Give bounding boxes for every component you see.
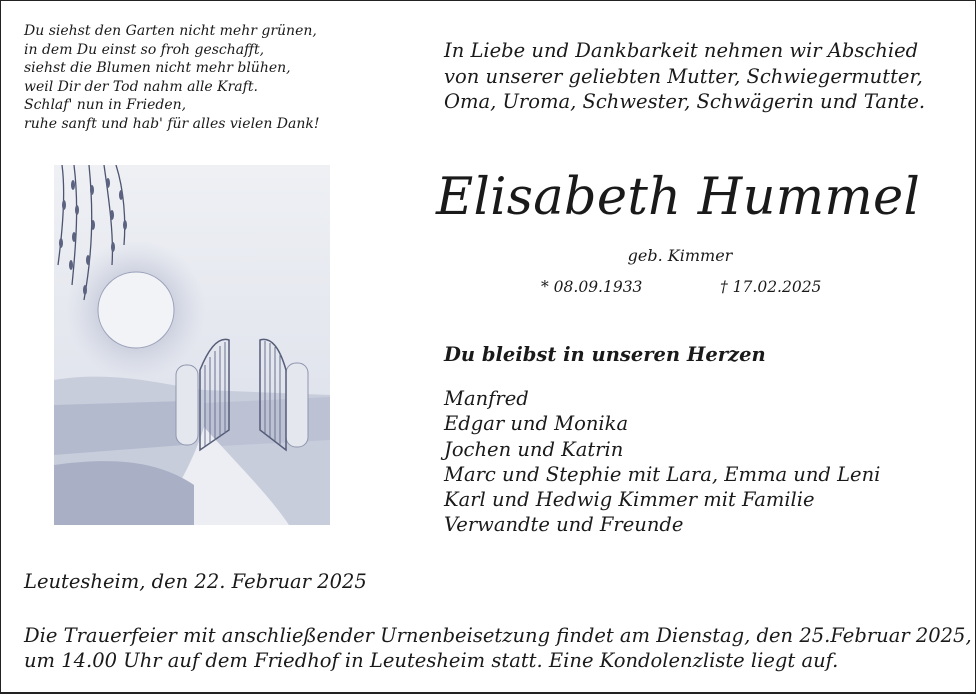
poem-line: siehst die Blumen nicht mehr blühen, — [24, 60, 291, 77]
poem-line: ruhe sanft und hab' für alles vielen Dank! — [24, 115, 320, 132]
mourners-list — [444, 386, 880, 538]
funeral-service-info — [24, 623, 972, 673]
poem-line: weil Dir der Tod nahm alle Kraft. — [24, 78, 258, 95]
mourner-entry: Marc und Stephie mit Lara, Emma und Leni — [444, 462, 881, 486]
motto: Du bleibst in unseren Herzen — [444, 343, 766, 366]
death-date: † 17.02.2025 — [720, 278, 822, 296]
mourner-entry: Edgar und Monika — [444, 412, 629, 436]
intro-text — [444, 38, 925, 115]
service-line: Die Trauerfeier mit anschließender Urnenbeisetzung findet am Dienstag, den 25.Februar 2025, — [24, 624, 972, 647]
deceased-name: Elisabeth Hummel — [436, 168, 921, 227]
poem-line: Schlaf' nun in Frieden, — [24, 97, 187, 114]
birth-date: * 08.09.1933 — [541, 278, 643, 296]
mourner-entry: Jochen und Katrin — [444, 437, 624, 461]
poem-line: in dem Du einst so froh geschafft, — [24, 41, 265, 58]
mourner-entry: Manfred — [444, 387, 529, 410]
place-and-date: Leutesheim, den 22. Februar 2025 — [24, 570, 367, 593]
poem — [24, 22, 320, 134]
mourner-entry: Karl und Hedwig Kimmer mit Familie — [444, 488, 815, 512]
service-line: um 14.00 Uhr auf dem Friedhof in Leutesheim statt. Eine Kondolenzliste liegt auf. — [24, 649, 839, 672]
mourner-entry: Verwandte und Freunde — [444, 513, 684, 537]
garden-gate-illustration — [54, 165, 330, 525]
intro-line: In Liebe und Dankbarkeit nehmen wir Abschied — [444, 39, 919, 62]
poem-line: Du siehst den Garten nicht mehr grünen, — [24, 23, 317, 39]
intro-line: Oma, Uroma, Schwester, Schwägerin und Tante. — [444, 90, 926, 113]
intro-line: von unserer geliebten Mutter, Schwiegermutter, — [444, 64, 923, 88]
maiden-name: geb. Kimmer — [627, 246, 733, 265]
